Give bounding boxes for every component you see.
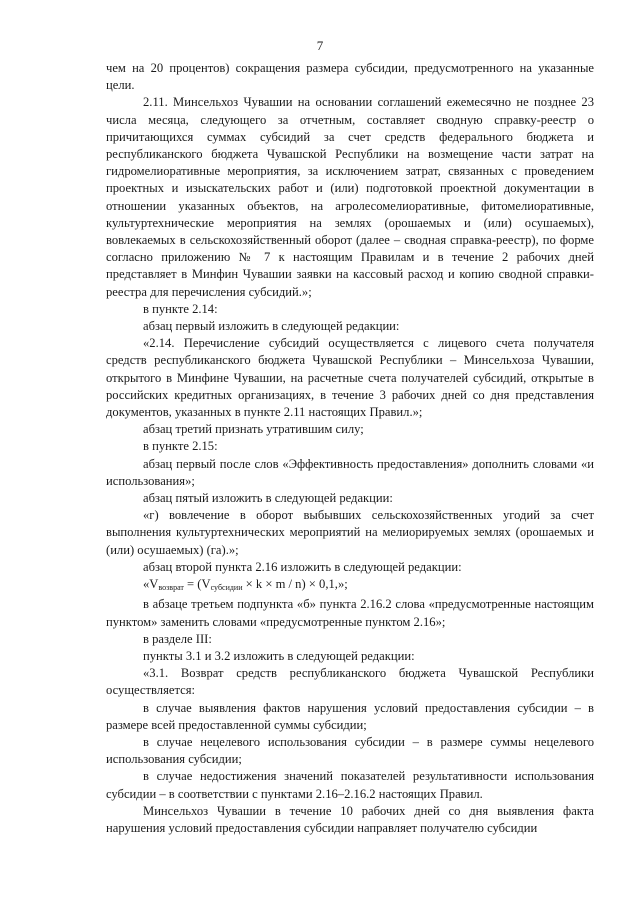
paragraph-fifth-abzac: абзац пятый изложить в следующей редакции:: [143, 491, 393, 506]
paragraph-continuation: чем на 20 процентов) сокращения размера субсидии, предусмотренного на указанные цели.: [106, 61, 594, 93]
paragraph-items-3-1-3-2: пункты 3.1 и 3.2 изложить в следующей редакции:: [143, 648, 415, 663]
formula-tail: × k × m / n) × 0,1,»;: [242, 577, 348, 592]
formula-open: «V: [143, 577, 159, 592]
paragraph-case-violation: в случае выявления фактов нарушения условий предоставления субсидии – в размере всей предоставленной суммы субсидии;: [106, 700, 594, 732]
page-number: 7: [316, 38, 324, 53]
paragraph-case-misuse: в случае нецелевого использования субсидии – в размере суммы нецелевого использования субсидии;: [106, 734, 594, 767]
paragraph-2-14-quote: «2.14. Перечисление субсидий осуществляется с лицевого счета получателя средств республиканского бюджета Чувашской Республики – Минсельхоза Чувашии, открытого в Минфине Чувашии, на расчетные счета получателей субсидий, открытые в российских кредитных организациях, в течение 3 рабочих дней со дня представления документов, указанных в пункте 2.11 настоящих Правил.»;: [106, 336, 594, 420]
document-body: [106, 60, 594, 837]
paragraph-section-3: в разделе III:: [143, 631, 212, 646]
paragraph-case-indicators: в случае недостижения значений показателей результативности использования субсидии – в соответствии с пунктами 2.16–2.16.2 настоящих Правил.: [106, 769, 594, 801]
paragraph-2-15-first: абзац первый после слов «Эффективность предоставления» дополнить словами «и использования»;: [106, 456, 594, 488]
formula-mid: = (V: [183, 577, 211, 592]
paragraph-2-16-2: в абзаце третьем подпункта «б» пункта 2.16.2 слова «предусмотренные настоящим пунктом» заменить словами «предусмотренные пунктом 2.16»;: [106, 597, 594, 629]
paragraph-2-16-second: абзац второй пункта 2.16 изложить в следующей редакции:: [143, 559, 462, 574]
formula-subscript-return: возврат: [158, 583, 184, 593]
formula-v-return: [106, 576, 594, 596]
paragraph-g-quote: «г) вовлечение в оборот выбывших сельскохозяйственных угодий за счет выполнения культуртехнических мероприятий на мелиорируемых землях (орошаемых и (или) осушаемых) (га).»;: [106, 508, 594, 557]
paragraph-item-2-15: в пункте 2.15:: [143, 439, 218, 454]
paragraph-third-abzac: абзац третий признать утратившим силу;: [143, 422, 364, 437]
paragraph-item-2-14: в пункте 2.14:: [143, 301, 218, 316]
paragraph-3-1-quote: «3.1. Возврат средств республиканского бюджета Чувашской Республики осуществляется:: [106, 666, 594, 698]
paragraph-ministry-notice: Минсельхоз Чувашии в течение 10 рабочих дней со дня выявления факта нарушения условий предоставления субсидии направляет получателю субсидии: [106, 803, 594, 835]
formula-subscript-subsidy: субсидии: [210, 583, 243, 593]
paragraph-2-11: 2.11. Минсельхоз Чувашии на основании соглашений ежемесячно не позднее 23 числа месяца, следующего за отчетным, составляет сводную справку-реестр о причитающихся суммах субсидий за счет средств федерального бюджета и республиканского бюджета Чувашской Республики на возмещение части затрат на гидромелиоративные мероприятия, за исключением затрат, связанных с проведением проектных и изыскательских работ и (или) подготовкой проектной документации в отношении указанных объектов, на агролесомелиоративные, фитомелиоративные, культуртехнические мероприятия на землях (орошаемых и (или) осушаемых), вовлекаемых в сельскохозяйственный оборот (далее – сводная справка-реестр), по форме согласно приложению № 7 к настоящим Правилам и в течение 2 рабочих дней представляет в Минфин Чувашии заявки на кассовый расход и копию сводной справки-реестра для перечисления субсидий.»;: [106, 95, 594, 299]
paragraph-first-abzac: абзац первый изложить в следующей редакции:: [143, 319, 400, 334]
